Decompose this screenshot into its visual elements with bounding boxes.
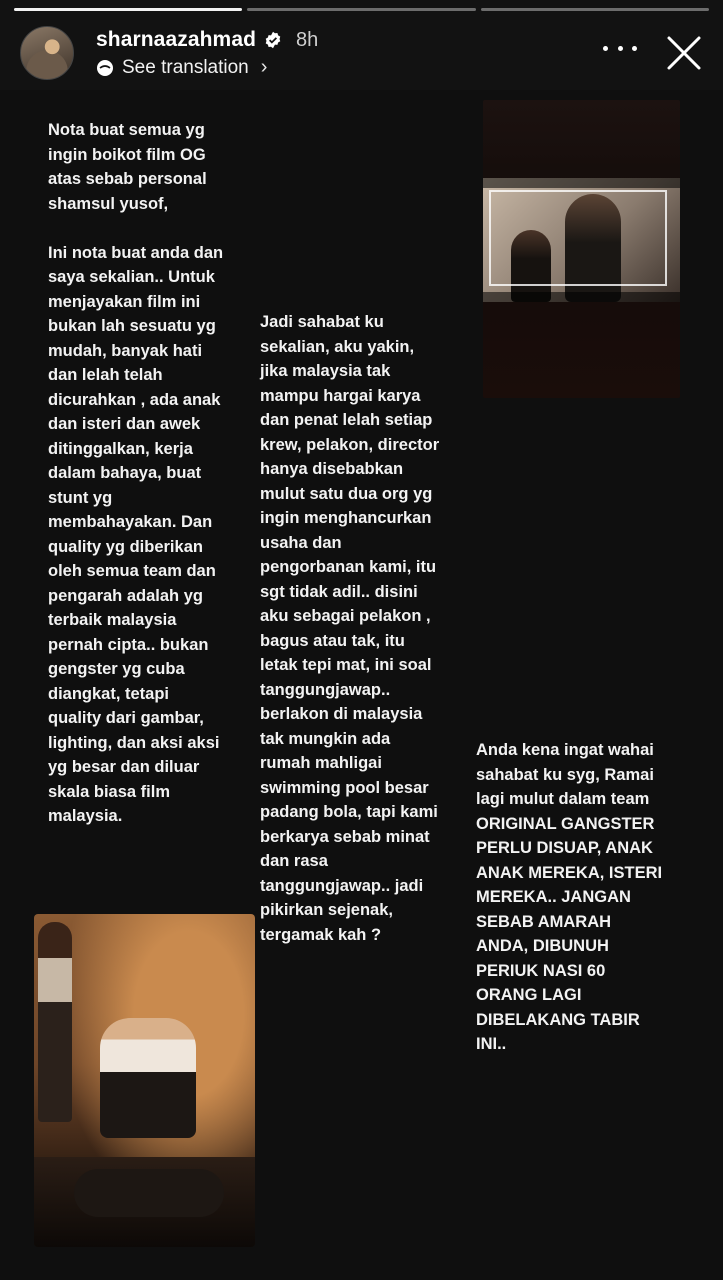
verified-badge-icon: [264, 31, 282, 49]
story-text-middle: Jadi sahabat ku sekalian, aku yakin, jika malaysia tak mampu hargai karya dan penat lelah setiap krew, pelakon, director hanya disebabkan mulut satu dua org yg ingin menghancurkan usaha dan pengorbanan kami, itu sgt tidak adil.. disini aku sebagai pelakon , bagus atau tak, itu letak tepi mat, ini soal tanggungjawap.. berlakon di malaysia tak mungkin ada rumah mahligai swimming pool besar padang bola, tapi kami berkarya sebab minat dan rasa tanggungjawap.. jadi pikirkan sejenak, tergamak kah ?: [260, 313, 440, 944]
username[interactable]: sharnaazahmad: [96, 28, 257, 51]
post-time: 8h: [296, 28, 319, 51]
more-options-icon[interactable]: [603, 36, 637, 60]
progress-segment: [481, 8, 709, 11]
translate-dot-icon: [96, 59, 114, 77]
see-translation-label: See translation: [122, 56, 249, 78]
chevron-right-icon: ›: [260, 56, 268, 78]
story-content[interactable]: [0, 90, 723, 1280]
story-header: [20, 24, 703, 84]
user-info: [96, 28, 318, 52]
story-text-right: Anda kena ingat wahai sahabat ku syg, Ramai lagi mulut dalam team ORIGINAL GANGSTER PERLU DISUAP, ANAK ANAK MEREKA, ISTERI MEREKA.. JANGAN SEBAB AMARAH ANDA, DIBUNUH PERIUK NASI 60 ORANG LAGI DIBELAKANG TABIR INI..: [476, 741, 663, 1053]
story-progress: [14, 8, 709, 11]
monitor-photo: [483, 100, 680, 398]
progress-segment: [247, 8, 475, 11]
monitor-screen: [483, 178, 680, 302]
film-still-photo: [34, 914, 255, 1247]
close-icon[interactable]: [665, 34, 703, 72]
story-text-left: Nota buat semua yg ingin boikot film OG atas sebab personal shamsul yusof, Ini nota buat anda dan saya sekalian.. Untuk menjayakan film ini bukan lah sesuatu yg mudah, banyak hati dan lelah telah dicurahkan , ada anak dan isteri dan awek ditinggalkan, kerja dalam bahaya, buat stunt yg membahayakan. Dan quality yg diberikan oleh semua team dan pengarah adalah yg terbaik malaysia pernah cipta.. bukan gengster yg cuba diangkat, tetapi quality dari gambar, lighting, dan aksi aksi yg besar dan diluar skala biasa film malaysia.: [48, 121, 224, 825]
progress-segment: [14, 8, 242, 11]
see-translation-button[interactable]: [96, 56, 267, 79]
avatar[interactable]: [20, 26, 74, 80]
